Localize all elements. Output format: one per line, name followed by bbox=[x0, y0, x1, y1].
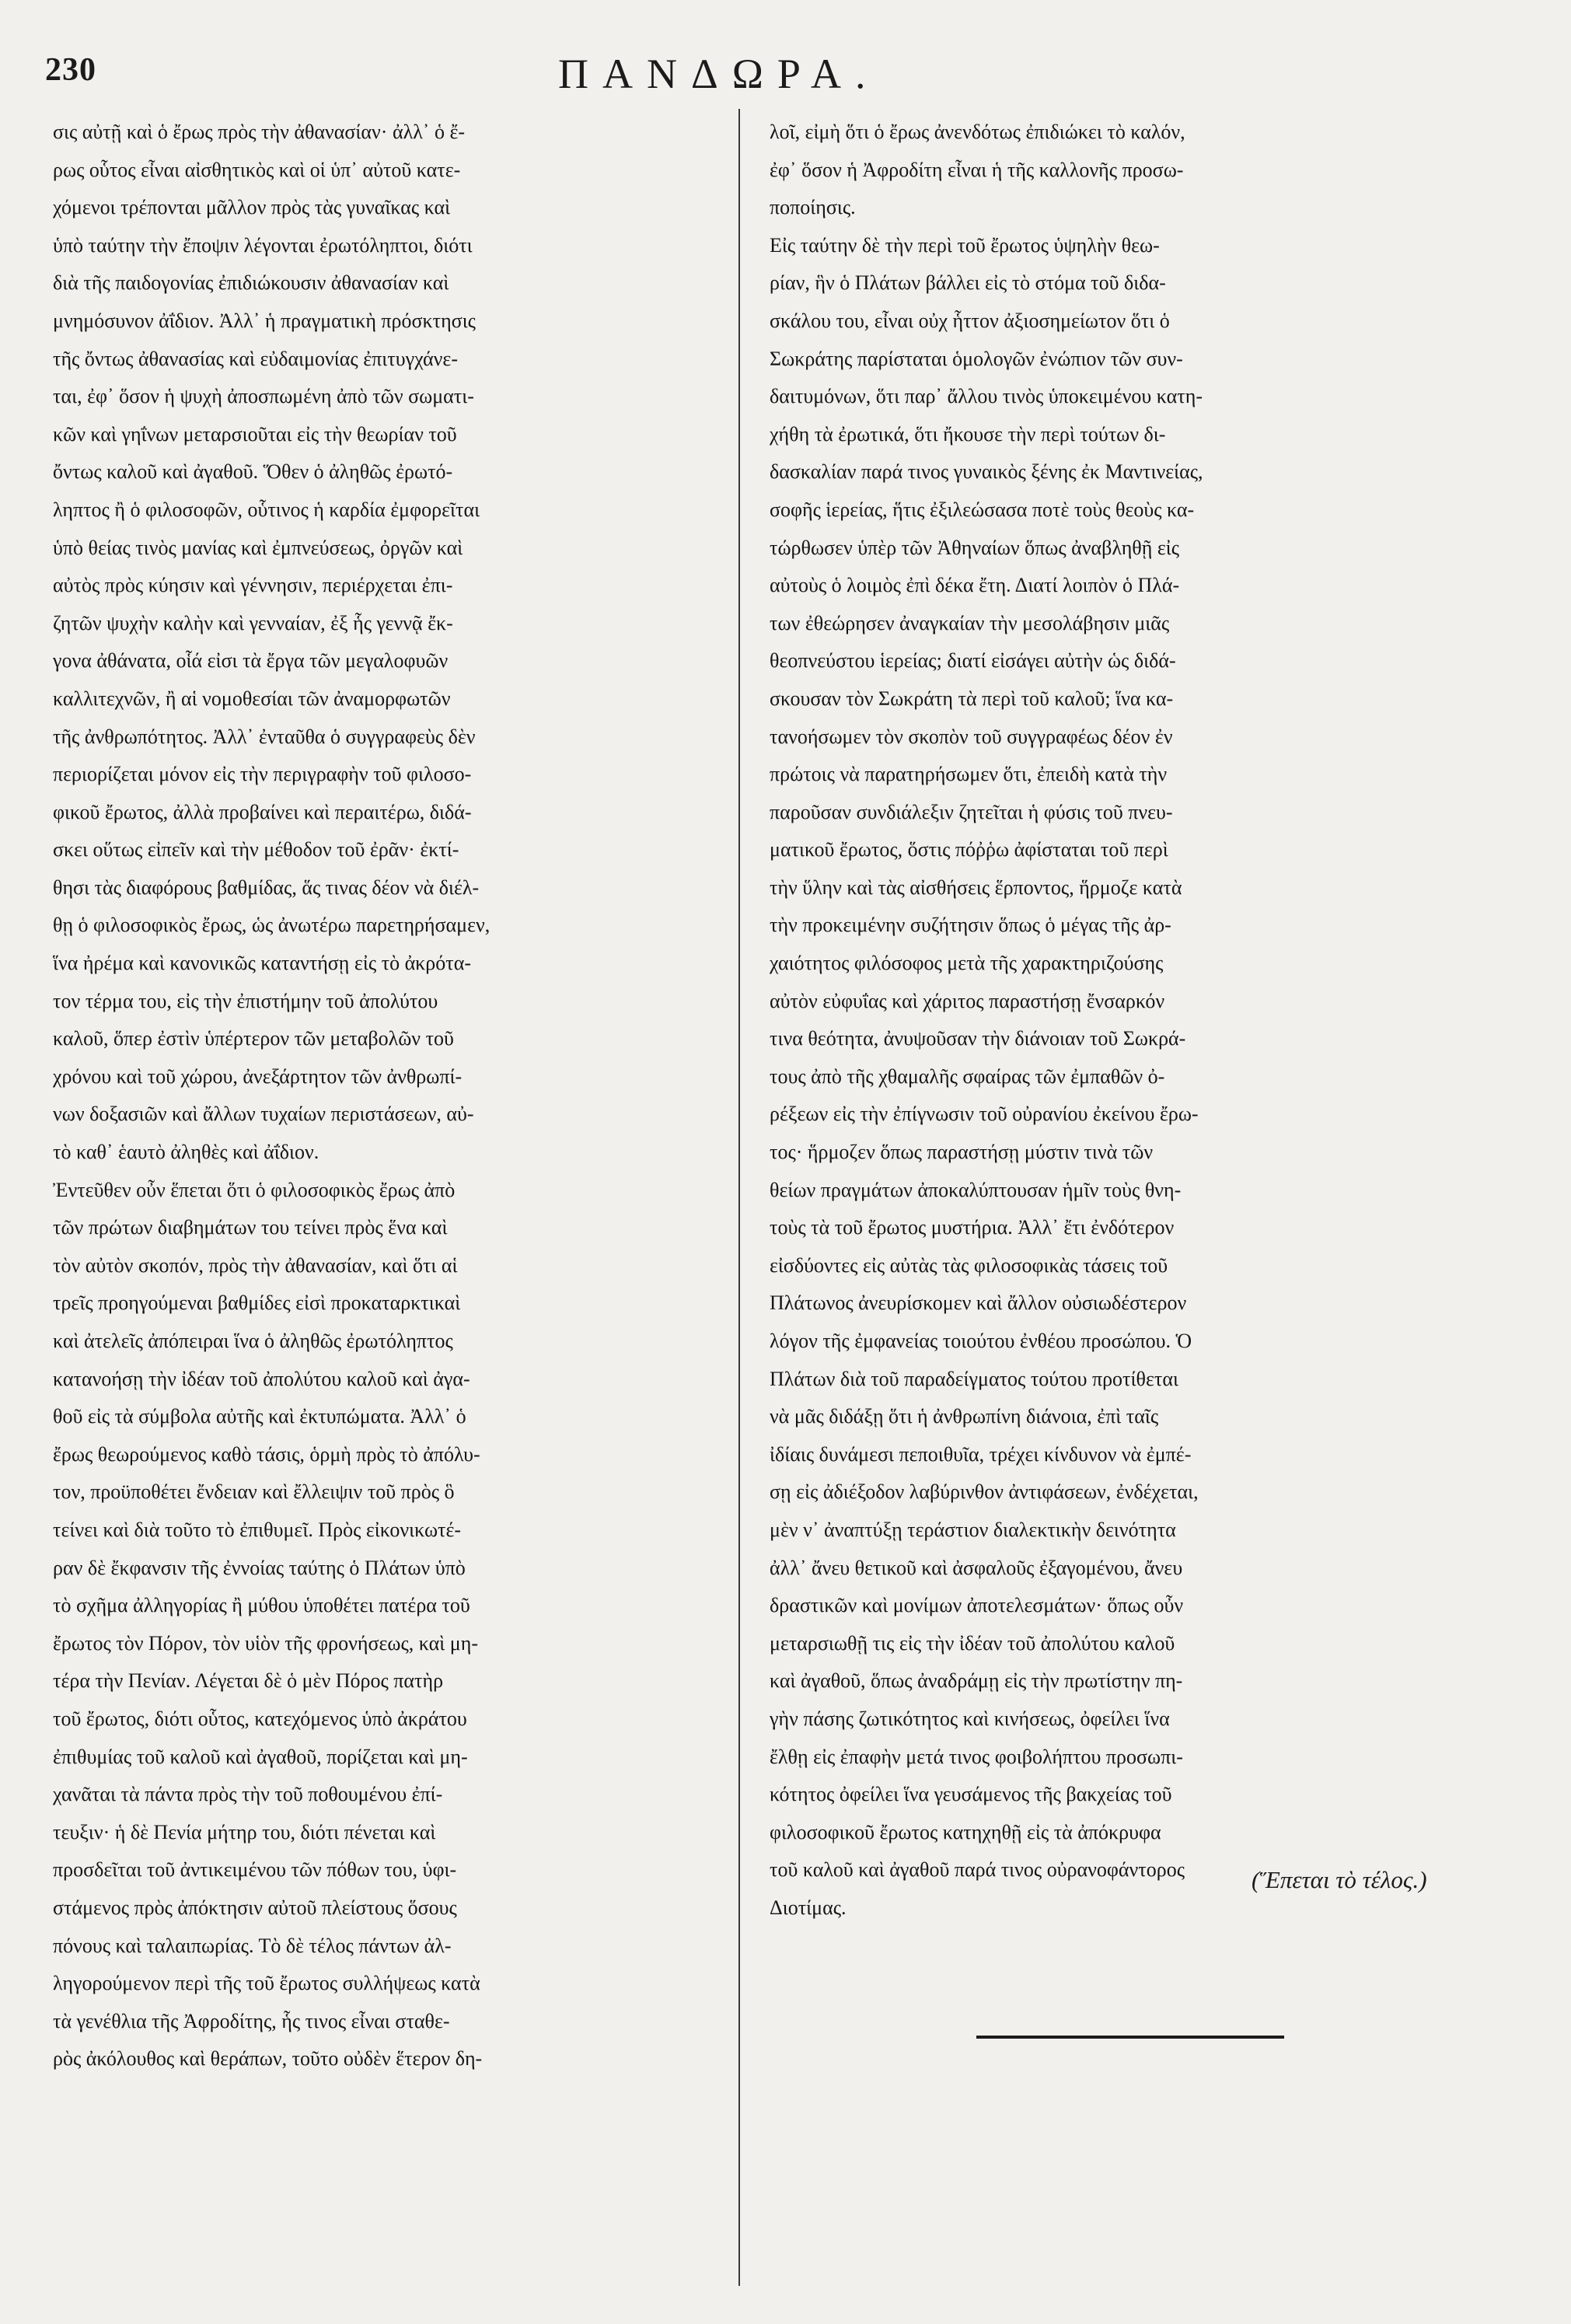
text-line: σκει οὕτως εἰπεῖν καὶ τὴν μέθοδον τοῦ ἐρᾶν· ἐκτί- bbox=[53, 838, 459, 861]
text-line: γονα ἀθάνατα, οἷά εἰσι τὰ ἔργα τῶν μεγαλοφυῶν bbox=[53, 649, 449, 673]
text-line: περιορίζεται μόνον εἰς τὴν περιγραφὴν τοῦ φιλοσο- bbox=[53, 763, 472, 786]
text-line: σοφῆς ἱερείας, ἥτις ἐξιλεώσασα ποτὲ τοὺς θεοὺς κα- bbox=[770, 498, 1195, 521]
text-line: τὸ σχῆμα ἀλληγορίας ἢ μύθου ὑποθέτει πατέρα τοῦ bbox=[53, 1594, 470, 1617]
text-line: ται, ἐφ᾽ ὅσον ἡ ψυχὴ ἀποσπωμένη ἀπὸ τῶν σωματι- bbox=[53, 385, 474, 408]
text-line: Πλάτωνος ἀνευρίσκομεν καὶ ἄλλον οὐσιωδέστερον bbox=[770, 1291, 1187, 1315]
text-line: τὰ γενέθλια τῆς Ἀφροδίτης, ἧς τινος εἶναι σταθε- bbox=[53, 2009, 450, 2032]
text-line: τείνει καὶ διὰ τοῦτο τὸ ἐπιθυμεῖ. Πρὸς εἰκονικωτέ- bbox=[53, 1518, 462, 1541]
text-line: καλλιτεχνῶν, ἢ αἱ νομοθεσίαι τῶν ἀναμορφωτῶν bbox=[53, 687, 451, 710]
text-line: θείων πραγμάτων ἀποκαλύπτουσαν ἡμῖν τοὺς θνη- bbox=[770, 1178, 1182, 1201]
text-line: καλοῦ, ὅπερ ἐστὶν ὑπέρτερον τῶν μεταβολῶν τοῦ bbox=[53, 1027, 454, 1050]
text-line: ἰδίαις δυνάμεσι πεποιθυῖα, τρέχει κίνδυνον νὰ ἐμπέ- bbox=[770, 1442, 1192, 1466]
text-line: ληπτος ἢ ὁ φιλοσοφῶν, οὗτινος ἡ καρδία ἐμφορεῖται bbox=[53, 498, 480, 521]
right-column bbox=[770, 114, 1473, 1927]
text-line: τῆς ὄντως ἀθανασίας καὶ εὐδαιμονίας ἐπιτυγχάνε- bbox=[53, 347, 458, 370]
text-line: αὐτὸς πρὸς κύησιν καὶ γέννησιν, περιέρχεται ἐπι- bbox=[53, 574, 453, 597]
text-line: τὸν αὐτὸν σκοπόν, πρὸς τὴν ἀθανασίαν, καὶ ὅτι αἱ bbox=[53, 1253, 458, 1277]
text-line: ἔρως θεωρούμενος καθὸ τάσις, ὁρμὴ πρὸς τὸ ἀπόλυ- bbox=[53, 1442, 480, 1466]
text-line: ὑπὸ θείας τινὸς μανίας καὶ ἐμπνεύσεως, ὀργῶν καὶ bbox=[53, 536, 463, 559]
text-line: δαιτυμόνων, ὅτι παρ᾽ ἄλλου τινὸς ὑποκειμένου κατη- bbox=[770, 385, 1203, 408]
text-line: κότητος ὀφείλει ἵνα γευσάμενος τῆς βακχείας τοῦ bbox=[770, 1783, 1172, 1806]
text-line: χήθη τὰ ἐρωτικά, ὅτι ἤκουσε τὴν περὶ τούτων δι- bbox=[770, 422, 1166, 446]
text-line: ὄντως καλοῦ καὶ ἀγαθοῦ. Ὅθεν ὁ ἀληθῶς ἐρωτό- bbox=[53, 460, 453, 484]
text-line: μεταρσιωθῇ τις εἰς τὴν ἰδέαν τοῦ ἀπολύτου καλοῦ bbox=[770, 1631, 1175, 1655]
text-line: ρίαν, ἣν ὁ Πλάτων βάλλει εἰς τὸ στόμα τοῦ διδα- bbox=[770, 271, 1166, 295]
text-line: λόγον τῆς ἐμφανείας τοιούτου ἐνθέου προσώπου. Ὁ bbox=[770, 1330, 1192, 1352]
text-line: λοῖ, εἰμὴ ὅτι ὁ ἔρως ἀνενδότως ἐπιδιώκει τὸ καλόν, bbox=[770, 121, 1185, 143]
text-line: ἀλλ᾽ ἄνευ θετικοῦ καὶ ἀσφαλοῦς ἐξαγομένου, ἄνευ bbox=[770, 1556, 1183, 1579]
column-divider bbox=[738, 109, 740, 2286]
text-line: χαιότητος φιλόσοφος μετὰ τῆς χαρακτηριζούσης bbox=[770, 952, 1164, 975]
text-line: τῶν πρώτων διαβημάτων του τείνει πρὸς ἕνα καὶ bbox=[53, 1216, 448, 1239]
text-line: κατανοήσῃ τὴν ἰδέαν τοῦ ἀπολύτου καλοῦ καὶ ἀγα- bbox=[53, 1367, 470, 1390]
text-line: σκάλου του, εἶναι οὐχ ἧττον ἀξιοσημείωτον ὅτι ὁ bbox=[770, 309, 1170, 332]
text-line: ζητῶν ψυχὴν καλὴν καὶ γενναίαν, ἐξ ἧς γεννᾷ ἔκ- bbox=[53, 611, 453, 634]
text-line: ποποίησις. bbox=[770, 196, 856, 219]
text-line: νὰ μᾶς διδάξῃ ὅτι ἡ ἀνθρωπίνη διάνοια, ἐπὶ ταῖς bbox=[770, 1405, 1159, 1428]
text-line: τοὺς τὰ τοῦ ἔρωτος μυστήρια. Ἀλλ᾽ ἔτι ἐνδότερον bbox=[770, 1216, 1175, 1239]
text-line: τὴν ὕλην καὶ τὰς αἰσθήσεις ἕρποντος, ἥρμοζε κατὰ bbox=[770, 875, 1182, 899]
text-line bbox=[53, 2078, 721, 2116]
text-line: ἵνα ἠρέμα καὶ κανονικῶς καταντήσῃ εἰς τὸ ἀκρότα- bbox=[53, 952, 471, 975]
text-line: τοῦ ἔρωτος, διότι οὗτος, κατεχόμενος ὑπὸ ἀκράτου bbox=[53, 1707, 467, 1730]
text-line: πρώτοις νὰ παρατηρήσωμεν ὅτι, ἐπειδὴ κατὰ τὴν bbox=[770, 763, 1168, 786]
page-number: 230 bbox=[45, 52, 96, 88]
text-line: ὑπὸ ταύτην τὴν ἔποψιν λέγονται ἐρωτόληπτοι, διότι bbox=[53, 233, 473, 257]
text-line: Εἰς ταύτην δὲ τὴν περὶ τοῦ ἔρωτος ὑψηλὴν θεω- bbox=[770, 233, 1160, 257]
text-line: θεοπνεύστου ἱερείας; διατί εἰσάγει αὐτὴν ὡς διδά- bbox=[770, 649, 1176, 673]
text-line: ἔλθῃ εἰς ἐπαφὴν μετά τινος φοιβολήπτου προσωπι- bbox=[770, 1745, 1183, 1768]
text-line: τώρθωσεν ὑπὲρ τῶν Ἀθηναίων ὅπως ἀναβληθῇ εἰς bbox=[770, 536, 1180, 559]
end-rule bbox=[976, 2036, 1284, 2039]
text-line: τὸ καθ᾽ ἑαυτὸ ἀληθὲς καὶ ἀΐδιον. bbox=[53, 1141, 319, 1164]
text-line: ἔρωτος τὸν Πόρον, τὸν υἱὸν τῆς φρονήσεως, καὶ μη- bbox=[53, 1631, 478, 1655]
text-line: ραν δὲ ἔκφανσιν τῆς ἐννοίας ταύτης ὁ Πλάτων ὑπὸ bbox=[53, 1556, 466, 1579]
text-line: ἐφ᾽ ὅσον ἡ Ἀφροδίτη εἶναι ἡ τῆς καλλονῆς προσω- bbox=[770, 158, 1184, 181]
text-line: τοῦ καλοῦ καὶ ἀγαθοῦ παρά τινος οὐρανοφάντορος bbox=[770, 1858, 1185, 1882]
text-line: προσδεῖται τοῦ ἀντικειμένου τῶν πόθων του, ὑφι- bbox=[53, 1858, 457, 1882]
text-line: αὐτὸν εὐφυΐας καὶ χάριτος παραστήσῃ ἔνσαρκόν bbox=[770, 989, 1165, 1012]
text-line: των ἐθεώρησεν ἀναγκαίαν τὴν μεσολάβησιν μιᾶς bbox=[770, 611, 1170, 634]
text-line: διὰ τῆς παιδογονίας ἐπιδιώκουσιν ἀθανασίαν καὶ bbox=[53, 271, 449, 295]
left-column bbox=[53, 114, 721, 2116]
text-line: τινα θεότητα, ἀνυψοῦσαν τὴν διάνοιαν τοῦ Σωκρά- bbox=[770, 1027, 1186, 1050]
page-header bbox=[45, 51, 1522, 101]
text-line: φικοῦ ἔρωτος, ἀλλὰ προβαίνει καὶ περαιτέρω, διδά- bbox=[53, 800, 472, 823]
text-line: τανοήσωμεν τὸν σκοπὸν τοῦ συγγραφέως δέον ἐν bbox=[770, 725, 1173, 748]
text-line: Πλάτων διὰ τοῦ παραδείγματος τούτου προτίθεται bbox=[770, 1367, 1178, 1390]
text-line: τον, προϋποθέτει ἔνδειαν καὶ ἔλλειψιν τοῦ πρὸς ὃ bbox=[53, 1480, 455, 1504]
text-line: ἐπιθυμίας τοῦ καλοῦ καὶ ἀγαθοῦ, πορίζεται καὶ μη- bbox=[53, 1745, 468, 1768]
text-line: τευξιν· ἡ δὲ Πενία μήτηρ του, διότι πένεται καὶ bbox=[53, 1820, 436, 1843]
text-line: ληγορούμενον περὶ τῆς τοῦ ἔρωτος συλλήψεως κατὰ bbox=[53, 1972, 480, 1995]
text-line: ματικοῦ ἔρωτος, ὅστις πόῤῥω ἀφίσταται τοῦ περὶ bbox=[770, 838, 1168, 861]
text-line: χόμενοι τρέπονται μᾶλλον πρὸς τὰς γυναῖκας καὶ bbox=[53, 196, 451, 219]
text-line: τον τέρμα του, εἰς τὴν ἐπιστήμην τοῦ ἀπολύτου bbox=[53, 989, 438, 1012]
text-line: τέρα τὴν Πενίαν. Λέγεται δὲ ὁ μὲν Πόρος πατὴρ bbox=[53, 1669, 444, 1693]
text-line: ρέξεων εἰς τὴν ἐπίγνωσιν τοῦ οὐρανίου ἐκείνου ἔρω- bbox=[770, 1103, 1199, 1126]
text-line: τρεῖς προηγούμεναι βαθμίδες εἰσὶ προκαταρκτικαὶ bbox=[53, 1291, 461, 1315]
text-line: πόνους καὶ ταλαιπωρίας. Τὸ δὲ τέλος πάντων ἀλ- bbox=[53, 1934, 452, 1957]
text-line: καὶ ἀγαθοῦ, ὅπως ἀναδράμῃ εἰς τὴν πρωτίστην πη- bbox=[770, 1669, 1183, 1693]
text-line: αὐτοὺς ὁ λοιμὸς ἐπὶ δέκα ἔτη. Διατί λοιπὸν ὁ Πλά- bbox=[770, 574, 1180, 597]
text-line: σκουσαν τὸν Σωκράτη τὰ περὶ τοῦ καλοῦ; ἵνα κα- bbox=[770, 687, 1174, 710]
text-line: χρόνου καὶ τοῦ χώρου, ἀνεξάρτητον τῶν ἀνθρωπί- bbox=[53, 1064, 463, 1088]
text-line: σις αὐτῇ καὶ ὁ ἔρως πρὸς τὴν ἀθανασίαν· ἀλλ᾽ ὁ ἔ- bbox=[53, 121, 466, 143]
text-line: ρως οὗτος εἶναι αἰσθητικὸς καὶ οἱ ὑπ᾽ αὐτοῦ κατε- bbox=[53, 158, 461, 181]
text-line: μὲν ν᾽ ἀναπτύξῃ τεράστιον διαλεκτικὴν δεινότητα bbox=[770, 1518, 1176, 1541]
text-line: τῆς ἀνθρωπότητος. Ἀλλ᾽ ἐνταῦθα ὁ συγγραφεὺς δὲν bbox=[53, 725, 476, 748]
text-line: ρὸς ἀκόλουθος καὶ θεράπων, τοῦτο οὐδὲν ἕτερον δη- bbox=[53, 2047, 483, 2071]
text-line: θησι τὰς διαφόρους βαθμίδας, ἅς τινας δέον νὰ διέλ- bbox=[53, 875, 480, 899]
text-line: μνημόσυνον ἀΐδιον. Ἀλλ᾽ ἡ πραγματικὴ πρόσκτησις bbox=[53, 309, 476, 332]
text-line: Σωκράτης παρίσταται ὁμολογῶν ἐνώπιον τῶν συν- bbox=[770, 347, 1183, 370]
text-line: νων δοξασιῶν καὶ ἄλλων τυχαίων περιστάσεων, αὐ- bbox=[53, 1103, 474, 1126]
text-line: χανᾶται τὰ πάντα πρὸς τὴν τοῦ ποθουμένου ἐπί- bbox=[53, 1783, 443, 1806]
text-line: σῃ εἰς ἀδιέξοδον λαβύρινθον ἀντιφάσεων, ἐνδέχεται, bbox=[770, 1480, 1199, 1504]
text-line: φιλοσοφικοῦ ἔρωτος κατηχηθῇ εἰς τὰ ἀπόκρυφα bbox=[770, 1820, 1161, 1843]
text-line: γὴν πάσης ζωτικότητος καὶ κινήσεως, ὀφείλει ἵνα bbox=[770, 1707, 1170, 1730]
text-line: τους ἀπὸ τῆς χθαμαλῆς σφαίρας τῶν ἐμπαθῶν ὀ- bbox=[770, 1064, 1165, 1088]
text-line: καὶ ἀτελεῖς ἀπόπειραι ἵνα ὁ ἀληθῶς ἐρωτόληπτος bbox=[53, 1330, 453, 1352]
text-line: εἰσδύοντες εἰς αὐτὰς τὰς φιλοσοφικὰς τάσεις τοῦ bbox=[770, 1253, 1168, 1277]
text-line: κῶν καὶ γηΐνων μεταρσιοῦται εἰς τὴν θεωρίαν τοῦ bbox=[53, 422, 457, 446]
text-line: τος· ἥρμοζεν ὅπως παραστήσῃ μύστιν τινὰ τῶν bbox=[770, 1141, 1154, 1164]
running-title: ΠΑΝΔΩΡΑ. bbox=[558, 51, 880, 97]
text-line: δραστικῶν καὶ μονίμων ἀποτελεσμάτων· ὅπως οὖν bbox=[770, 1594, 1184, 1617]
text-line: στάμενος πρὸς ἀπόκτησιν αὐτοῦ πλείστους ὅσους bbox=[53, 1896, 457, 1919]
text-line: θοῦ εἰς τὰ σύμβολα αὐτῆς καὶ ἐκτυπώματα. Ἀλλ᾽ ὁ bbox=[53, 1405, 466, 1428]
continuation-note: (Ἕπεται τὸ τέλος.) bbox=[1252, 1866, 1427, 1893]
text-line: παροῦσαν συνδιάλεξιν ζητεῖται ἡ φύσις τοῦ πνευ- bbox=[770, 800, 1173, 823]
text-line: Διοτίμας. bbox=[770, 1896, 847, 1919]
text-line: τὴν προκειμένην συζήτησιν ὅπως ὁ μέγας τῆς ἀρ- bbox=[770, 914, 1171, 937]
text-line: θῃ ὁ φιλοσοφικὸς ἔρως, ὡς ἀνωτέρω παρετηρήσαμεν, bbox=[53, 914, 491, 937]
text-line: δασκαλίαν παρά τινος γυναικὸς ξένης ἐκ Μαντινείας, bbox=[770, 460, 1203, 484]
text-line: Ἐντεῦθεν οὖν ἕπεται ὅτι ὁ φιλοσοφικὸς ἔρως ἀπὸ bbox=[53, 1178, 456, 1201]
